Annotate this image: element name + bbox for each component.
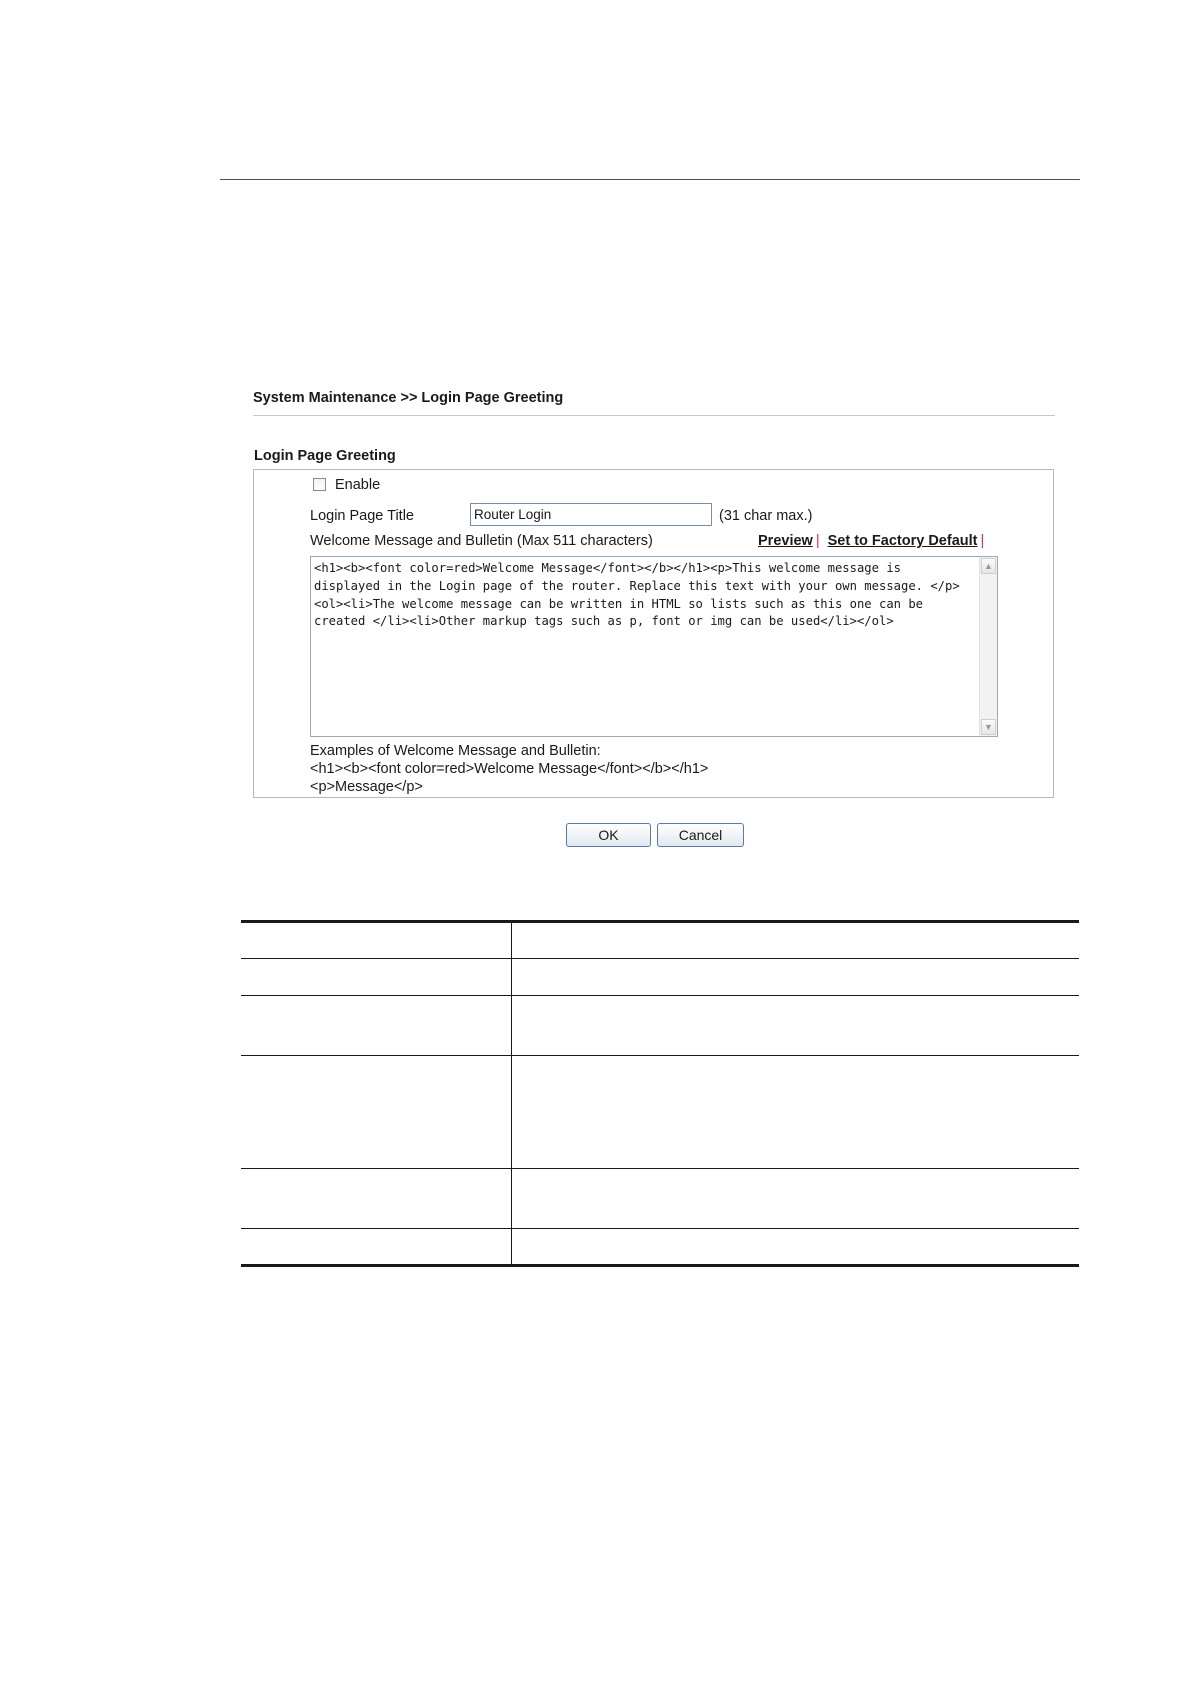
examples-line-2: <p>Message</p> (310, 779, 423, 795)
up-arrow-icon[interactable]: ▲ (981, 558, 996, 574)
char-max-hint: (31 char max.) (719, 508, 813, 524)
table-row-divider (241, 1168, 1079, 1169)
examples-line-1: <h1><b><font color=red>Welcome Message</font></b></h1> (310, 761, 709, 777)
table-column-divider (511, 920, 512, 1265)
examples-block (310, 742, 708, 796)
examples-heading: Examples of Welcome Message and Bulletin: (310, 743, 601, 759)
breadcrumb: System Maintenance >> Login Page Greeting (253, 390, 564, 406)
table-top-border (241, 920, 1079, 923)
textarea-scrollbar[interactable] (979, 557, 997, 736)
welcome-message-label: Welcome Message and Bulletin (Max 511 characters) (310, 533, 653, 549)
link-separator: | (815, 533, 820, 549)
description-table (241, 920, 1079, 1265)
page-header-rule (220, 179, 1080, 180)
login-page-title-label: Login Page Title (310, 508, 414, 524)
welcome-message-text[interactable]: <h1><b><font color=red>Welcome Message</font></b></h1><p>This welcome message is displayed in the Login page of the router. Replace this text with your own message. </p><ol><li>The welcome message can be written in HTML so lists such as this one can be created </li><li>Other markup tags such as p, font or img can be used</li></ol> (314, 561, 960, 629)
enable-row[interactable] (313, 477, 380, 493)
preview-link[interactable]: Preview (758, 533, 813, 549)
factory-default-link[interactable]: Set to Factory Default (827, 533, 978, 549)
table-row-divider (241, 995, 1079, 996)
table-row-divider (241, 1055, 1079, 1056)
link-separator-trailing: | (980, 533, 985, 549)
down-arrow-icon[interactable]: ▼ (981, 719, 996, 735)
ok-button[interactable]: OK (566, 823, 651, 847)
cancel-button[interactable]: Cancel (657, 823, 744, 847)
breadcrumb-divider (253, 415, 1055, 416)
login-page-title-input[interactable] (470, 503, 712, 526)
welcome-links (758, 533, 992, 549)
table-row-divider (241, 1228, 1079, 1229)
enable-checkbox[interactable] (313, 478, 326, 491)
table-bottom-border (241, 1264, 1079, 1267)
welcome-message-textarea[interactable] (310, 556, 998, 737)
table-row-divider (241, 958, 1079, 959)
enable-label: Enable (335, 477, 381, 493)
section-title: Login Page Greeting (254, 448, 396, 464)
